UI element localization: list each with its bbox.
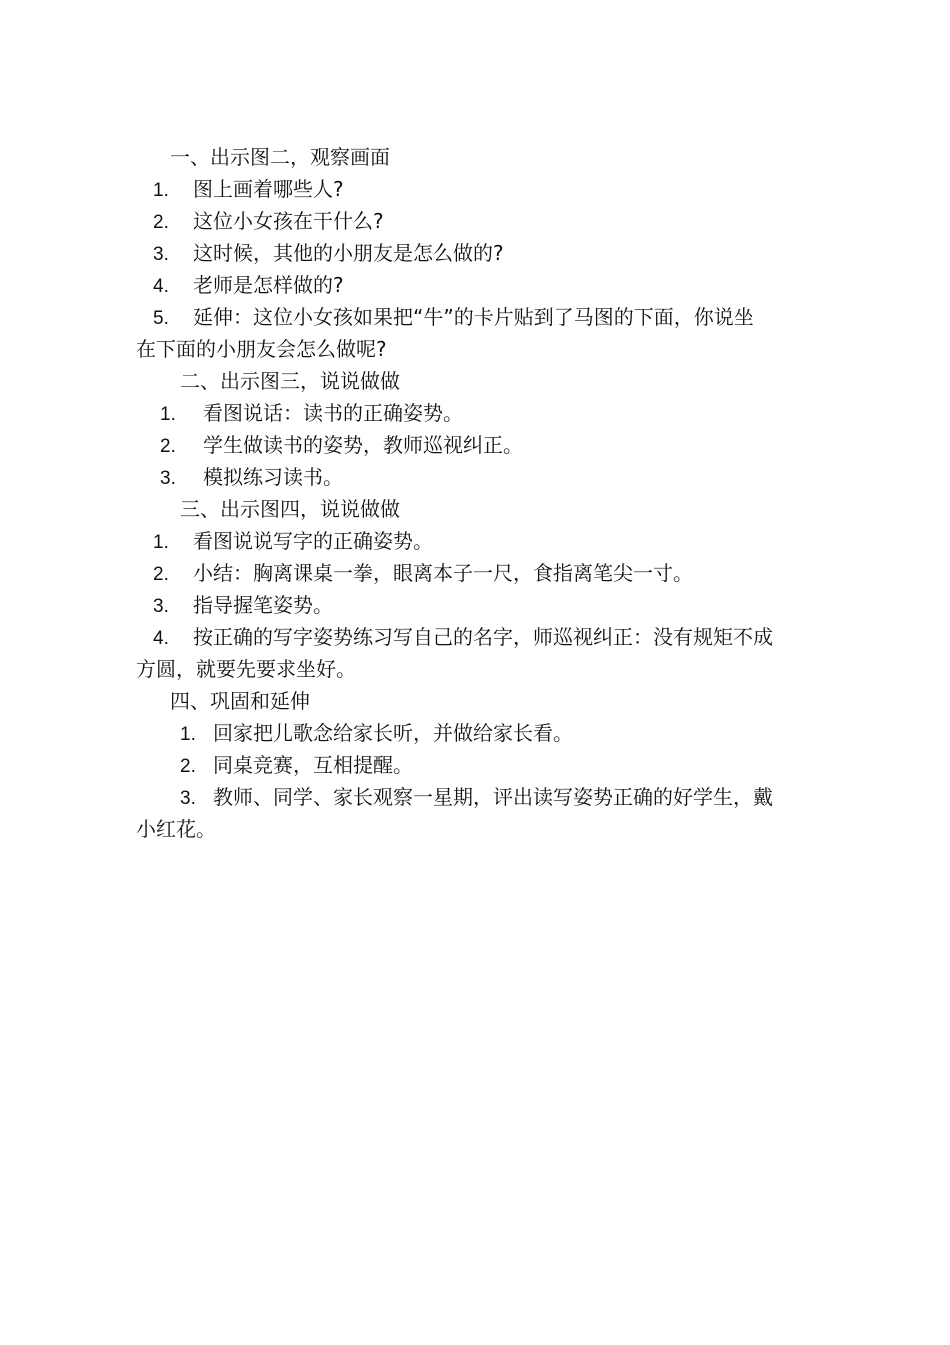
item-number: 1. [180,724,196,745]
item-text: 回家把儿歌念给家长听，并做给家长看。 [213,721,573,745]
item-text: 这位小女孩在干什么? [193,209,384,233]
item-number: 2. [153,212,169,233]
item-text: 指导握笔姿势。 [193,593,333,617]
section-heading: 二、出示图三，说说做做 [180,369,400,393]
item-text: 图上画着哪些人? [193,177,344,201]
item-text: 模拟练习读书。 [203,465,343,489]
item-number: 1. [160,404,176,425]
list-item [180,751,413,781]
section-heading: 三、出示图四，说说做做 [180,497,400,521]
item-number: 4. [153,276,169,297]
list-item [180,783,773,813]
list-item [153,239,504,269]
item-number: 5. [153,308,169,329]
item-text: 小结：胸离课桌一拳，眼离本子一尺，食指离笔尖一寸。 [193,561,693,585]
item-number: 1. [153,532,169,553]
item-text: 老师是怎样做的? [193,273,344,297]
item-text: 教师、同学、家长观察一星期，评出读写姿势正确的好学生，戴 [213,785,773,809]
list-item [153,207,384,237]
list-item [160,399,463,429]
item-number: 3. [160,468,176,489]
item-number: 2. [180,756,196,777]
item-continuation: 在下面的小朋友会怎么做呢? [136,337,387,361]
item-text: 同桌竞赛，互相提醒。 [213,753,413,777]
item-continuation: 方圆，就要先要求坐好。 [136,657,356,681]
item-number: 2. [160,436,176,457]
item-text: 看图说话：读书的正确姿势。 [203,401,463,425]
list-item [153,303,754,333]
list-item [160,463,343,493]
item-number: 2. [153,564,169,585]
item-text: 看图说说写字的正确姿势。 [193,529,433,553]
list-item [153,175,344,205]
item-number: 3. [153,244,169,265]
item-number: 4. [153,628,169,649]
item-text: 按正确的写字姿势练习写自己的名字，师巡视纠正：没有规矩不成 [193,625,773,649]
list-item [160,431,523,461]
list-item [153,623,773,653]
list-item [153,527,433,557]
item-number: 1. [153,180,169,201]
list-item [153,591,333,621]
item-number: 3. [180,788,196,809]
item-text: 延伸：这位小女孩如果把“牛”的卡片贴到了马图的下面，你说坐 [193,305,754,329]
item-number: 3. [153,596,169,617]
list-item [180,719,573,749]
list-item [153,559,693,589]
section-heading: 一、出示图二，观察画面 [170,145,390,169]
item-continuation: 小红花。 [136,817,216,841]
list-item [153,271,344,301]
section-heading: 四、巩固和延伸 [170,689,310,713]
item-text: 学生做读书的姿势，教师巡视纠正。 [203,433,523,457]
item-text: 这时候，其他的小朋友是怎么做的? [193,241,504,265]
